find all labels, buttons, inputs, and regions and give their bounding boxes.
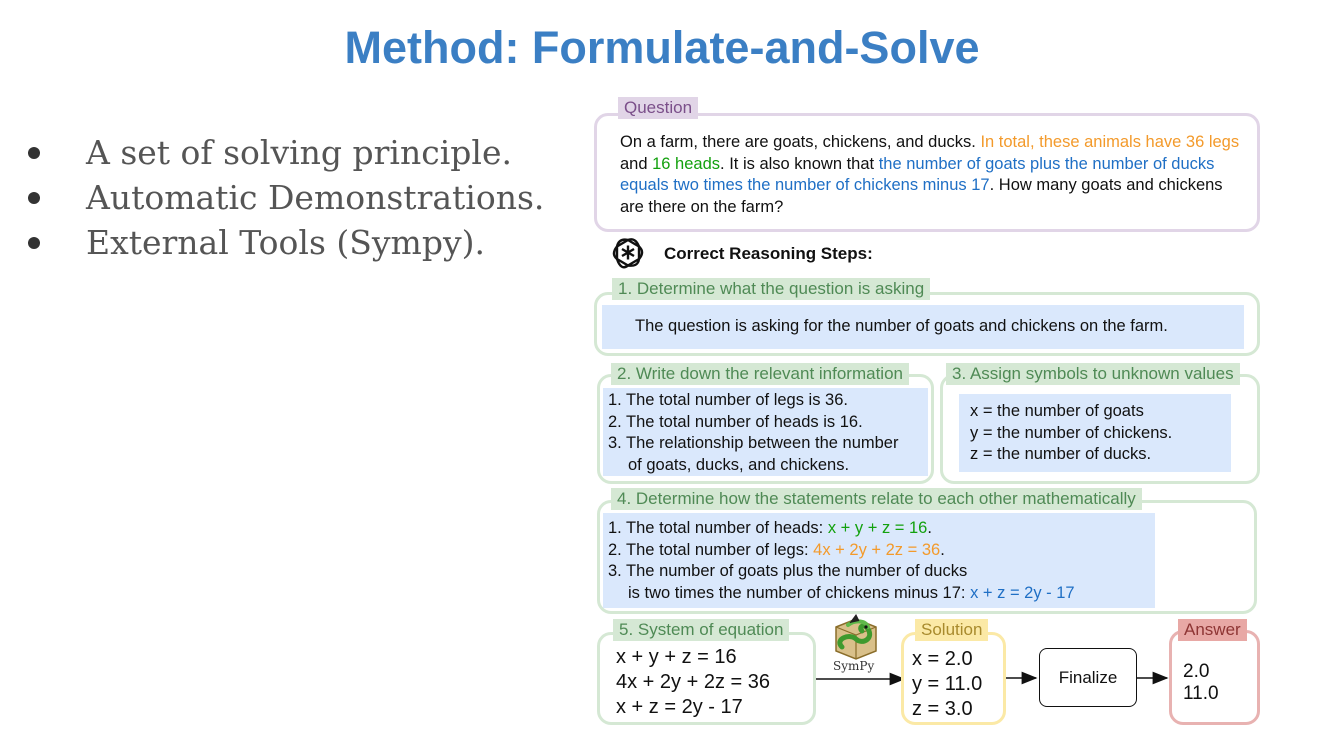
step4-line (608, 518, 1075, 540)
step2-label: 2. Write down the relevant information (611, 363, 909, 385)
solution-label: Solution (915, 619, 988, 641)
step4-line (608, 540, 1075, 562)
openai-logo-icon (609, 235, 647, 273)
step5-label: 5. System of equation (613, 619, 789, 641)
step4-text: . (940, 540, 945, 559)
step4-line: 3. The number of goats plus the number of ducks (608, 562, 968, 580)
question-segment: the number of goats plus the number of ducks equals two times the number of chickens minus 17 (620, 154, 1215, 194)
question-segment: . It is also known that (720, 154, 879, 173)
answer-box (1169, 630, 1260, 725)
step5-box (597, 632, 816, 725)
system-equation: x + z = 2y - 17 (616, 696, 743, 718)
bullet-dot-icon (28, 237, 40, 249)
bullet-dot-icon (28, 192, 40, 204)
step4-text: is two times the number of chickens minus 17: (628, 583, 971, 602)
step3-label: 3. Assign symbols to unknown values (946, 363, 1240, 385)
step3-item: x = the number of goats (970, 402, 1144, 420)
question-segment: In total, these animals have 36 legs (980, 133, 1240, 151)
solution-value: y = 11.0 (912, 673, 983, 695)
solution-value: x = 2.0 (912, 648, 973, 670)
step3-highlight (959, 394, 1231, 472)
step1-label: 1. Determine what the question is asking (612, 278, 930, 300)
system-equation: x + y + z = 16 (616, 646, 737, 668)
step2-highlight (603, 388, 928, 476)
step2-item: 3. The relationship between the number (608, 434, 899, 452)
step4-text: 1. The total number of heads: (608, 519, 828, 537)
step4-line (608, 583, 1075, 605)
bullet-text: A set of solving principle. (86, 133, 512, 172)
question-box (594, 113, 1260, 232)
bullet-item (22, 130, 544, 175)
step3-item: y = the number of chickens. (970, 423, 1173, 442)
bullet-item (22, 220, 544, 265)
answer-label: Answer (1178, 619, 1247, 641)
step4-label: 4. Determine how the statements relate to each other mathematically (611, 488, 1142, 510)
system-equation: 4x + 2y + 2z = 36 (616, 671, 770, 693)
step1-text: The question is asking for the number of goats and chickens on the farm. (635, 317, 1168, 335)
finalize-box (1039, 648, 1137, 707)
question-segment: and (620, 154, 653, 173)
page-title: Method: Formulate-and-Solve (344, 22, 980, 73)
reasoning-header: Correct Reasoning Steps: (664, 244, 873, 263)
step2-item: of goats, ducks, and chickens. (628, 455, 850, 474)
step2-item: 1. The total number of legs is 36. (608, 391, 848, 409)
bullet-item (22, 175, 544, 220)
question-text (620, 132, 1240, 218)
bullet-list (22, 130, 544, 265)
answer-value: 11.0 (1183, 683, 1219, 704)
step2-item: 2. The total number of heads is 16. (608, 412, 863, 431)
step4-equation: 4x + 2y + 2z = 36 (813, 540, 941, 559)
sympy-label: SymPy (833, 659, 875, 673)
question-segment: 16 heads (652, 154, 721, 173)
question-segment: . How many goats and chickens are there on the farm? (620, 176, 1223, 216)
sympy-logo-icon (828, 613, 884, 661)
step3-item: z = the number of ducks. (970, 445, 1152, 463)
solution-box (901, 632, 1006, 725)
question-label: Question (618, 97, 698, 119)
step4-text: . (927, 519, 932, 537)
solution-value: z = 3.0 (912, 698, 973, 720)
bullet-dot-icon (28, 147, 40, 159)
bullet-text: External Tools (Sympy). (86, 223, 485, 262)
bullet-text: Automatic Demonstrations. (86, 178, 545, 217)
step4-highlight (603, 513, 1155, 608)
step4-equation: x + z = 2y - 17 (970, 583, 1075, 602)
finalize-label: Finalize (1058, 667, 1118, 687)
answer-value: 2.0 (1183, 661, 1210, 682)
step4-text: 2. The total number of legs: (608, 540, 814, 559)
question-segment: On a farm, there are goats, chickens, and ducks. (620, 133, 981, 151)
step4-equation: x + y + z = 16 (827, 519, 928, 537)
